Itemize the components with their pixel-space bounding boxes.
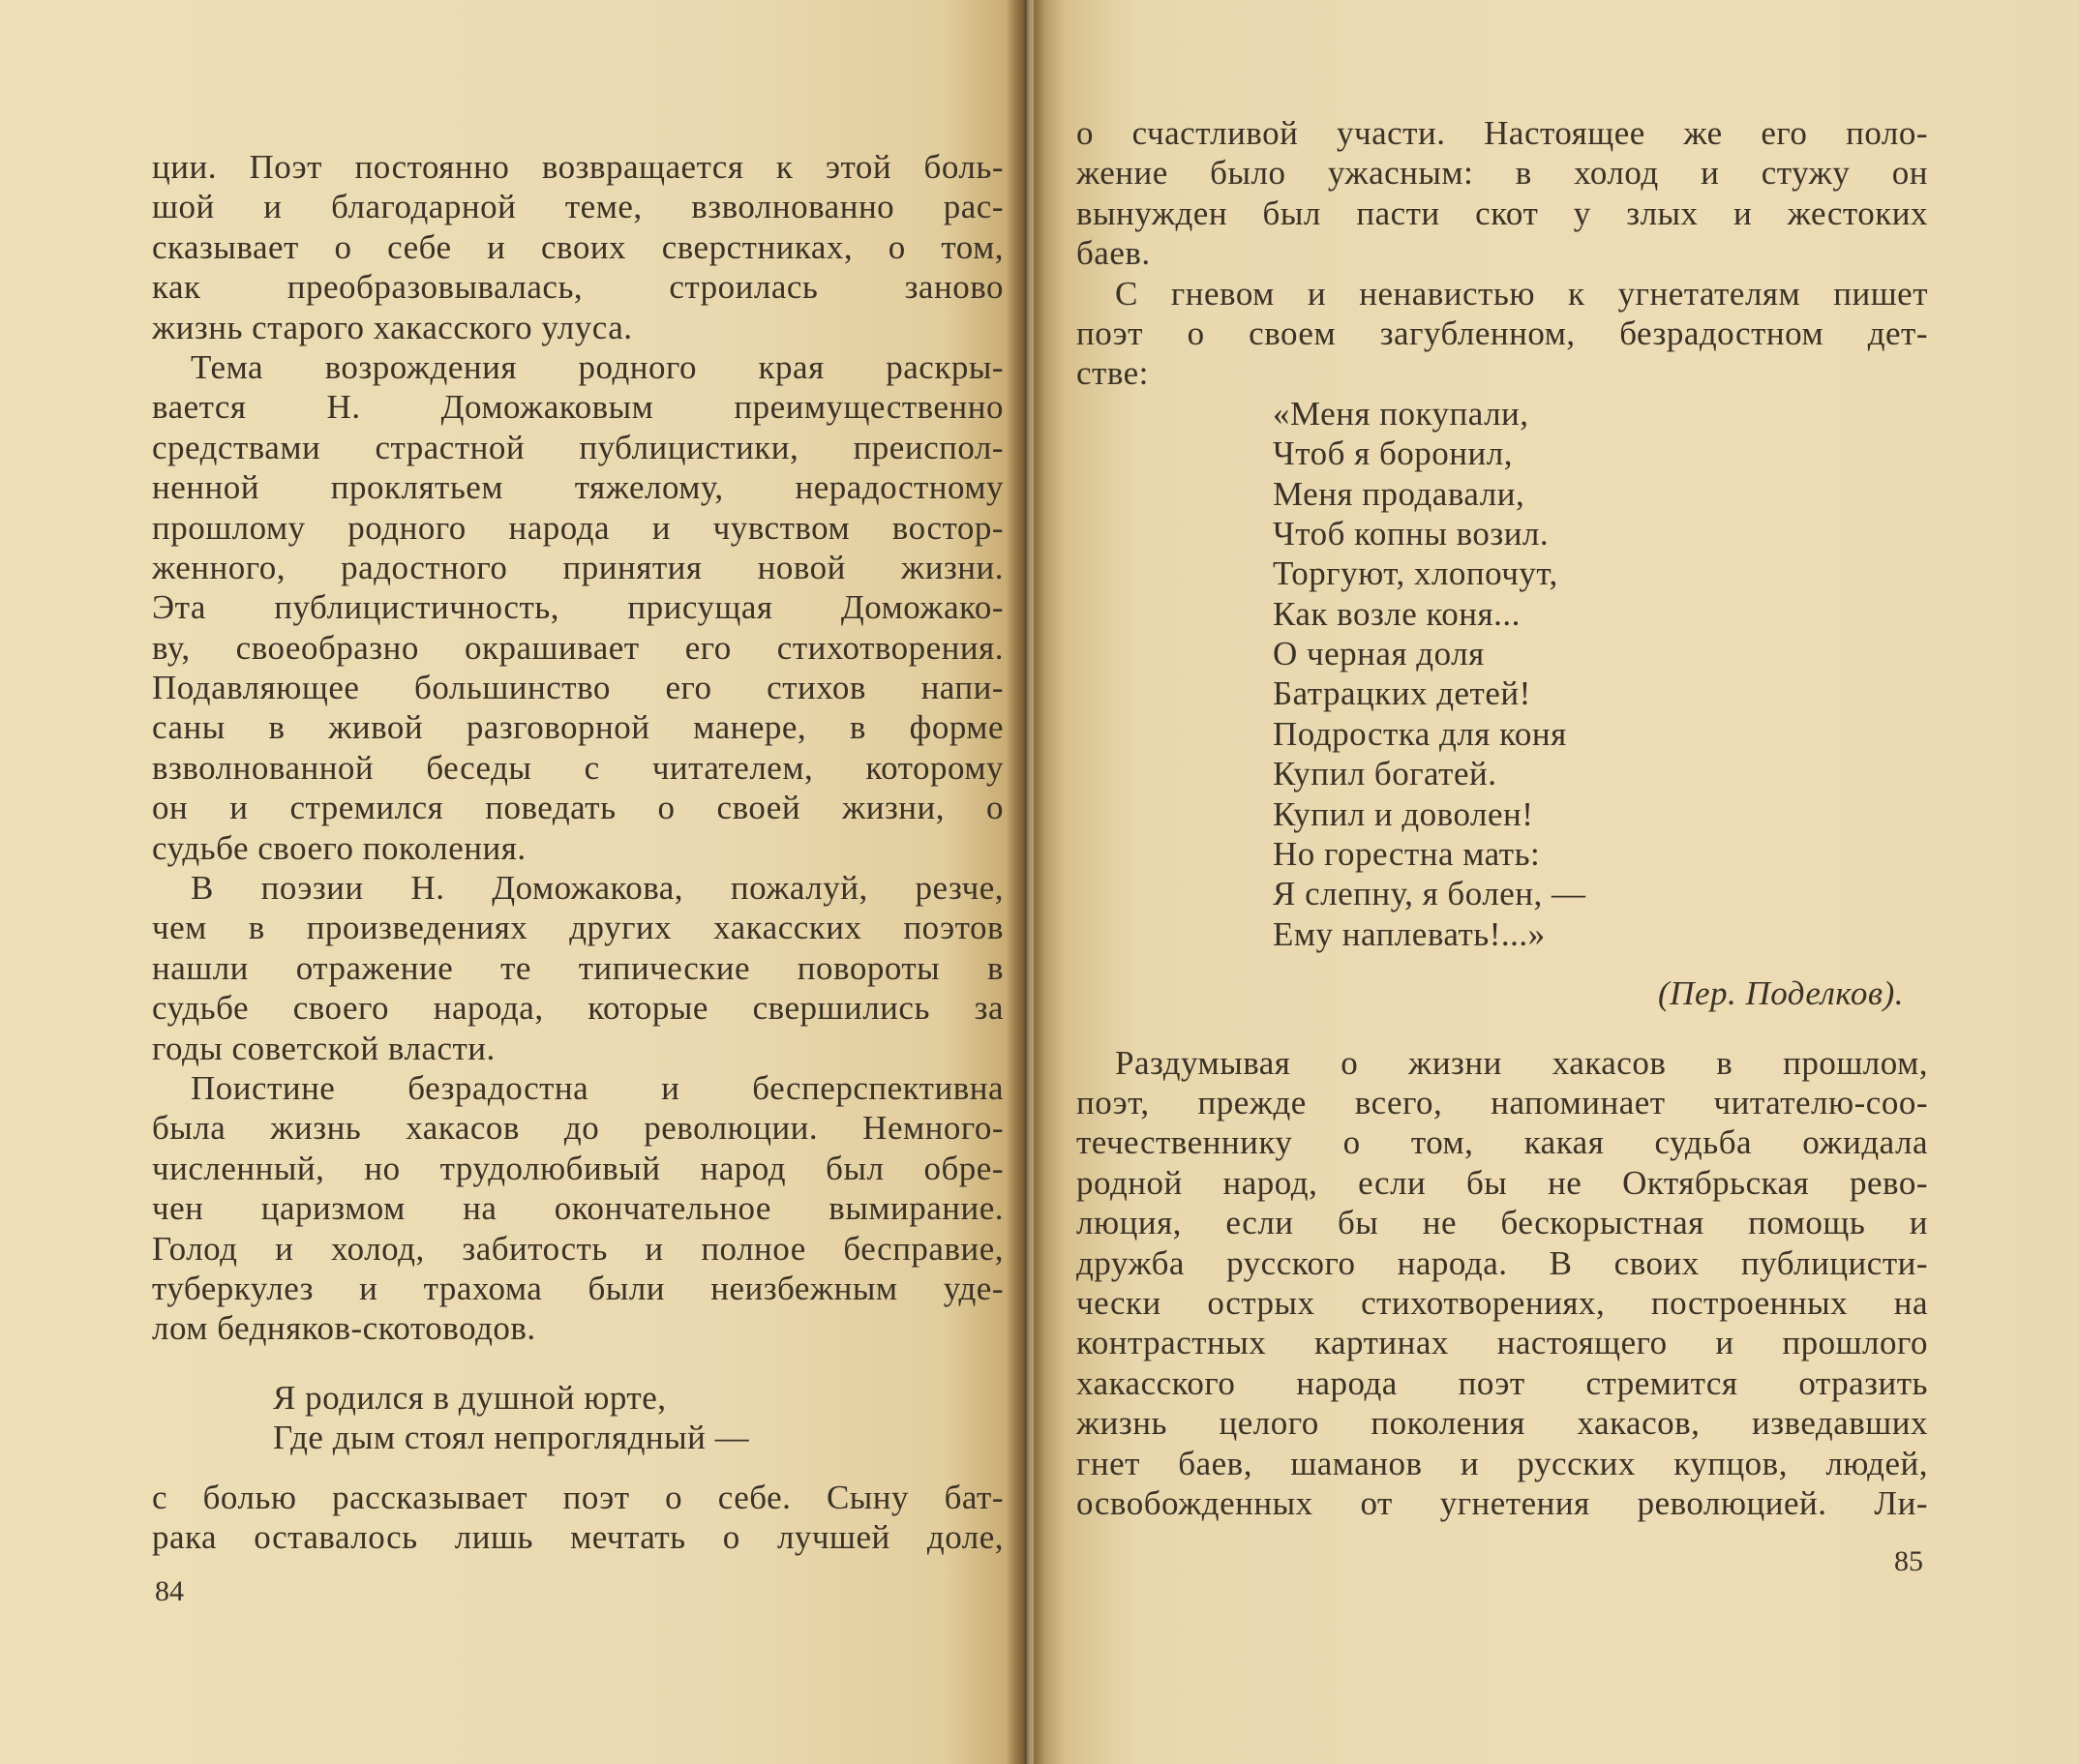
text-line: туберкулез и трахома были неизбежным уде- — [152, 1269, 1004, 1307]
text-line: рака оставалось лишь мечтать о лучшей доле, — [152, 1517, 1004, 1556]
text-line: судьбе своего народа, которые свершились за — [152, 989, 1004, 1028]
verse-line: Батрацких детей! — [1273, 674, 1531, 713]
text-line: жизнь целого поколения хакасов, изведавших — [1076, 1404, 1928, 1443]
verse-line: Торгуют, хлопочут, — [1273, 554, 1558, 593]
left-page-text — [152, 147, 1004, 1557]
text-line: женного, радостного принятия новой жизни. — [152, 548, 1004, 586]
text-line: баев. — [1076, 234, 1151, 273]
text-line: чески острых стихотворениях, построенных на — [1076, 1283, 1928, 1322]
page-number-right: 85 — [1894, 1545, 1923, 1577]
text-line: Эта публицистичность, присущая Доможако- — [152, 588, 1004, 627]
text-line: Голод и холод, забитость и полное бесправие, — [152, 1229, 1004, 1268]
verse-line: Я родился в душной юрте, — [273, 1378, 667, 1417]
text-line: стве: — [1076, 354, 1149, 393]
text-line: о счастливой участи. Настоящее же его поло- — [1076, 114, 1928, 152]
text-line: сказывает о себе и своих сверстниках, о том, — [152, 227, 1004, 266]
verse-line: О черная доля — [1273, 635, 1485, 673]
text-line: чен царизмом на окончательное вымирание. — [152, 1189, 1004, 1228]
text-line: Раздумывая о жизни хакасов в прошлом, — [1115, 1043, 1928, 1082]
text-line: нашли отражение те типические повороты в — [152, 948, 1004, 987]
text-line: лом бедняков-скотоводов. — [152, 1309, 536, 1348]
text-line: годы советской власти. — [152, 1029, 496, 1067]
text-line: жение было ужасным: в холод и стужу он — [1076, 154, 1928, 193]
text-line: освобожденных от угнетения революцией. Ли- — [1076, 1483, 1928, 1522]
verse-line: Чтоб я боронил, — [1273, 434, 1513, 473]
translator-attribution: (Пер. Поделков). — [1658, 974, 1904, 1013]
text-line: саны в живой разговорной манере, в форме — [152, 708, 1004, 747]
verse-line: Меня продавали, — [1273, 474, 1525, 513]
text-line: чем в произведениях других хакасских поэтов — [152, 909, 1004, 947]
verse-line: Подростка для коня — [1273, 714, 1567, 753]
text-line: поэт о своем загубленном, безрадостном дет- — [1076, 314, 1928, 352]
text-line: контрастных картинах настоящего и прошлого — [1076, 1324, 1928, 1362]
text-line: ции. Поэт постоянно возвращается к этой боль- — [152, 148, 1004, 186]
text-line: средствами страстной публицистики, преиспол- — [152, 428, 1004, 466]
page-number-left: 84 — [155, 1575, 184, 1607]
text-line: с болью рассказывает поэт о себе. Сыну бат- — [152, 1478, 1004, 1516]
verse-line: «Меня покупали, — [1273, 394, 1529, 433]
text-line: жизнь старого хакасского улуса. — [152, 308, 633, 346]
verse-line: Как возле коня... — [1273, 594, 1521, 633]
text-line: прошлому родного народа и чувством востор- — [152, 508, 1004, 547]
text-line: течественнику о том, какая судьба ожидала — [1076, 1123, 1928, 1162]
text-line: взволнованной беседы с читателем, которому — [152, 748, 1004, 787]
text-line: хакасского народа поэт стремится отразить — [1076, 1363, 1928, 1402]
text-line: поэт, прежде всего, напоминает читателю-соо- — [1076, 1083, 1928, 1121]
text-line: Поистине безрадостна и бесперспективна — [191, 1068, 1004, 1107]
text-line: родной народ, если бы не Октябрьская рево- — [1076, 1163, 1928, 1202]
right-page-text — [1076, 113, 1928, 1523]
verse-line: Купил богатей. — [1273, 755, 1497, 793]
book-gutter — [1007, 0, 1045, 1764]
verse-line: Но горестна мать: — [1273, 835, 1541, 874]
text-line: ненной проклятьем тяжелому, нерадостному — [152, 468, 1004, 507]
verse-line: Чтоб копны возил. — [1273, 514, 1550, 553]
text-line: гнет баев, шаманов и русских купцов, людей, — [1076, 1444, 1928, 1482]
text-line: Тема возрождения родного края раскры- — [191, 347, 1004, 386]
text-line: была жизнь хакасов до революции. Немного- — [152, 1109, 1004, 1148]
text-line: Подавляющее большинство его стихов напи- — [152, 669, 1004, 707]
verse-line: Купил и доволен! — [1273, 794, 1534, 833]
text-line: численный, но трудолюбивый народ был обре- — [152, 1149, 1004, 1187]
text-line: В поэзии Н. Доможакова, пожалуй, резче, — [191, 869, 1004, 908]
text-line: люция, если бы не бескорыстная помощь и — [1076, 1204, 1928, 1242]
text-line: дружба русского народа. В своих публицисти- — [1076, 1243, 1928, 1282]
verse-line: Ему наплевать!...» — [1273, 914, 1546, 953]
verse-line: Я слепну, я болен, — — [1273, 875, 1586, 913]
text-line: он и стремился поведать о своей жизни, о — [152, 789, 1004, 827]
text-line: С гневом и ненавистью к угнетателям пишет — [1115, 274, 1928, 313]
text-line: ву, своеобразно окрашивает его стихотворения. — [152, 628, 1004, 667]
text-line: шой и благодарной теме, взволнованно рас- — [152, 188, 1004, 226]
text-line: вынужден был пасти скот у злых и жестоких — [1076, 194, 1928, 232]
text-line: вается Н. Доможаковым преимущественно — [152, 388, 1004, 427]
text-line: как преобразовывалась, строилась заново — [152, 268, 1004, 307]
verse-line: Где дым стоял непроглядный — — [273, 1419, 750, 1457]
text-line: судьбе своего поколения. — [152, 828, 527, 867]
